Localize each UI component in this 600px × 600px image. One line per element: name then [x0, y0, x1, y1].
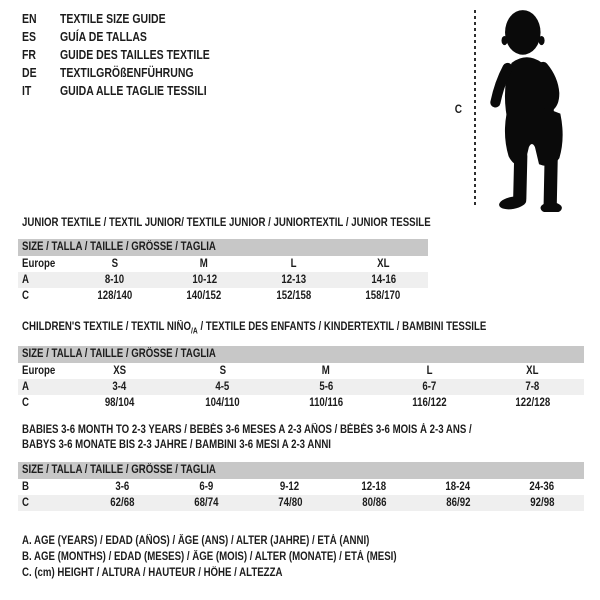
row-label-cell: C — [22, 497, 29, 509]
table-cell: 80/86 — [361, 497, 387, 509]
language-row-it — [22, 82, 238, 100]
table-cell: 6-7 — [422, 381, 437, 393]
language-row-fr — [22, 46, 238, 64]
language-code: EN — [22, 12, 37, 26]
language-row-de — [22, 64, 238, 82]
table-row — [18, 363, 584, 379]
legend-notes — [22, 533, 468, 581]
table-cell: S — [219, 365, 227, 377]
table-cell: 12-13 — [281, 274, 307, 286]
junior-size-table — [18, 239, 428, 304]
table-cell: 158/170 — [365, 290, 401, 302]
nino-a-subscript: /A — [191, 326, 198, 336]
row-label-cell: A — [22, 381, 29, 393]
language-label: GUIDE DES TAILLES TEXTILE — [60, 48, 210, 62]
language-code: DE — [22, 66, 37, 80]
table-cell: 5-6 — [319, 381, 333, 393]
table-cell: L — [426, 365, 433, 377]
row-label-cell: Europe — [22, 365, 56, 377]
children-section-title: CHILDREN'S TEXTILE / TEXTIL $NIÑO_{/A}$ / TEXTILE DES ENFANTS / KINDERTEXTIL / BAMBINI TESSILE — [22, 321, 487, 336]
row-label-cell: C — [22, 290, 29, 302]
language-code: IT — [22, 84, 32, 98]
table-row — [18, 495, 584, 511]
table-cell: 140/152 — [186, 290, 222, 302]
babies-size-table — [18, 462, 584, 511]
language-label: TEXTILE SIZE GUIDE — [60, 12, 166, 26]
table-cell: 110/116 — [309, 397, 343, 409]
language-label: GUIDA ALLE TAGLIE TESSILI — [60, 84, 207, 98]
height-dashed-line — [474, 10, 476, 208]
table-cell: 24-36 — [529, 481, 555, 493]
size-header-bar: SIZE / TALLA / TAILLE / GRÖSSE / TAGLIA — [18, 239, 428, 256]
table-cell: 104/110 — [205, 397, 240, 409]
table-cell: XL — [377, 258, 390, 270]
table-cell: 7-8 — [525, 381, 540, 393]
table-cell: 122/128 — [514, 397, 550, 409]
table-row — [18, 288, 428, 304]
table-cell: 128/140 — [97, 290, 133, 302]
language-code: ES — [22, 30, 37, 44]
table-cell: 68/74 — [193, 497, 219, 509]
table-cell: 98/104 — [104, 397, 135, 409]
babies-section-title: BABIES 3-6 MONTH TO 2-3 YEARS / BEBÉS 3-6 MESES A 2-3 AÑOS / BÉBÉS 3-6 MOIS À 2-3 ANS / BABYS 3-6 MONATE BIS 2-3 JAHRE / BAMBINI 3-6 MESI A 2-3 ANNI — [22, 424, 472, 451]
language-label: TEXTILGRÖßENFÜHRUNG — [60, 66, 194, 80]
junior-section-title: JUNIOR TEXTILE / TEXTIL JUNIOR/ TEXTILE JUNIOR / JUNIORTEXTIL / JUNIOR TESSILE — [22, 217, 431, 229]
children-size-table — [18, 346, 584, 411]
language-list — [22, 10, 238, 100]
table-cell: 12-18 — [361, 481, 387, 493]
table-cell: 3-6 — [115, 481, 129, 493]
table-row — [18, 379, 584, 395]
table-cell: 62/68 — [109, 497, 135, 509]
legend-line-b: B. AGE (MONTHS) / EDAD (MESES) / ÂGE (MOIS) / ALTER (MONATE) / ETÀ (MESI) — [22, 551, 397, 563]
table-row — [18, 395, 584, 411]
row-label-cell: A — [22, 274, 29, 286]
table-cell: M — [200, 258, 209, 270]
table-cell: 14-16 — [370, 274, 396, 286]
toddler-silhouette-icon — [486, 4, 588, 212]
table-cell: S — [111, 258, 118, 270]
table-cell: 3-4 — [112, 381, 127, 393]
table-row — [18, 479, 584, 495]
table-cell: 86/92 — [445, 497, 471, 509]
table-cell: 4-5 — [215, 381, 230, 393]
row-label-cell: Europe — [22, 258, 56, 270]
table-cell: 10-12 — [191, 274, 217, 286]
table-cell: XL — [526, 365, 539, 377]
table-cell: 9-12 — [280, 481, 300, 493]
table-cell: L — [290, 258, 297, 270]
table-cell: 116/122 — [411, 397, 447, 409]
table-row — [18, 272, 428, 288]
row-label-cell: C — [22, 397, 29, 409]
table-cell: 92/98 — [529, 497, 555, 509]
table-cell: 74/80 — [277, 497, 303, 509]
table-cell: M — [321, 365, 331, 377]
legend-line-a: A. AGE (YEARS) / EDAD (AÑOS) / ÂGE (ANS) / ALTER (JAHRE) / ETÀ (ANNI) — [22, 535, 370, 547]
language-code: FR — [22, 48, 37, 62]
size-header-bar: SIZE / TALLA / TAILLE / GRÖSSE / TAGLIA — [18, 346, 584, 363]
legend-line-c: C. (cm) HEIGHT / ALTURA / HAUTEUR / HÖHE / ALTEZZA — [22, 567, 283, 579]
language-row-en — [22, 10, 238, 28]
height-c-label: C — [454, 102, 462, 116]
language-label: GUÍA DE TALLAS — [60, 30, 147, 44]
table-cell: XS — [113, 365, 127, 377]
table-cell: 8-10 — [105, 274, 125, 286]
size-header-bar: SIZE / TALLA / TAILLE / GRÖSSE / TAGLIA — [18, 462, 584, 479]
table-cell: 18-24 — [445, 481, 471, 493]
table-cell: 152/158 — [276, 290, 312, 302]
row-label-cell: B — [22, 481, 29, 493]
table-row — [18, 256, 428, 272]
table-cell: 6-9 — [199, 481, 213, 493]
language-row-es — [22, 28, 238, 46]
